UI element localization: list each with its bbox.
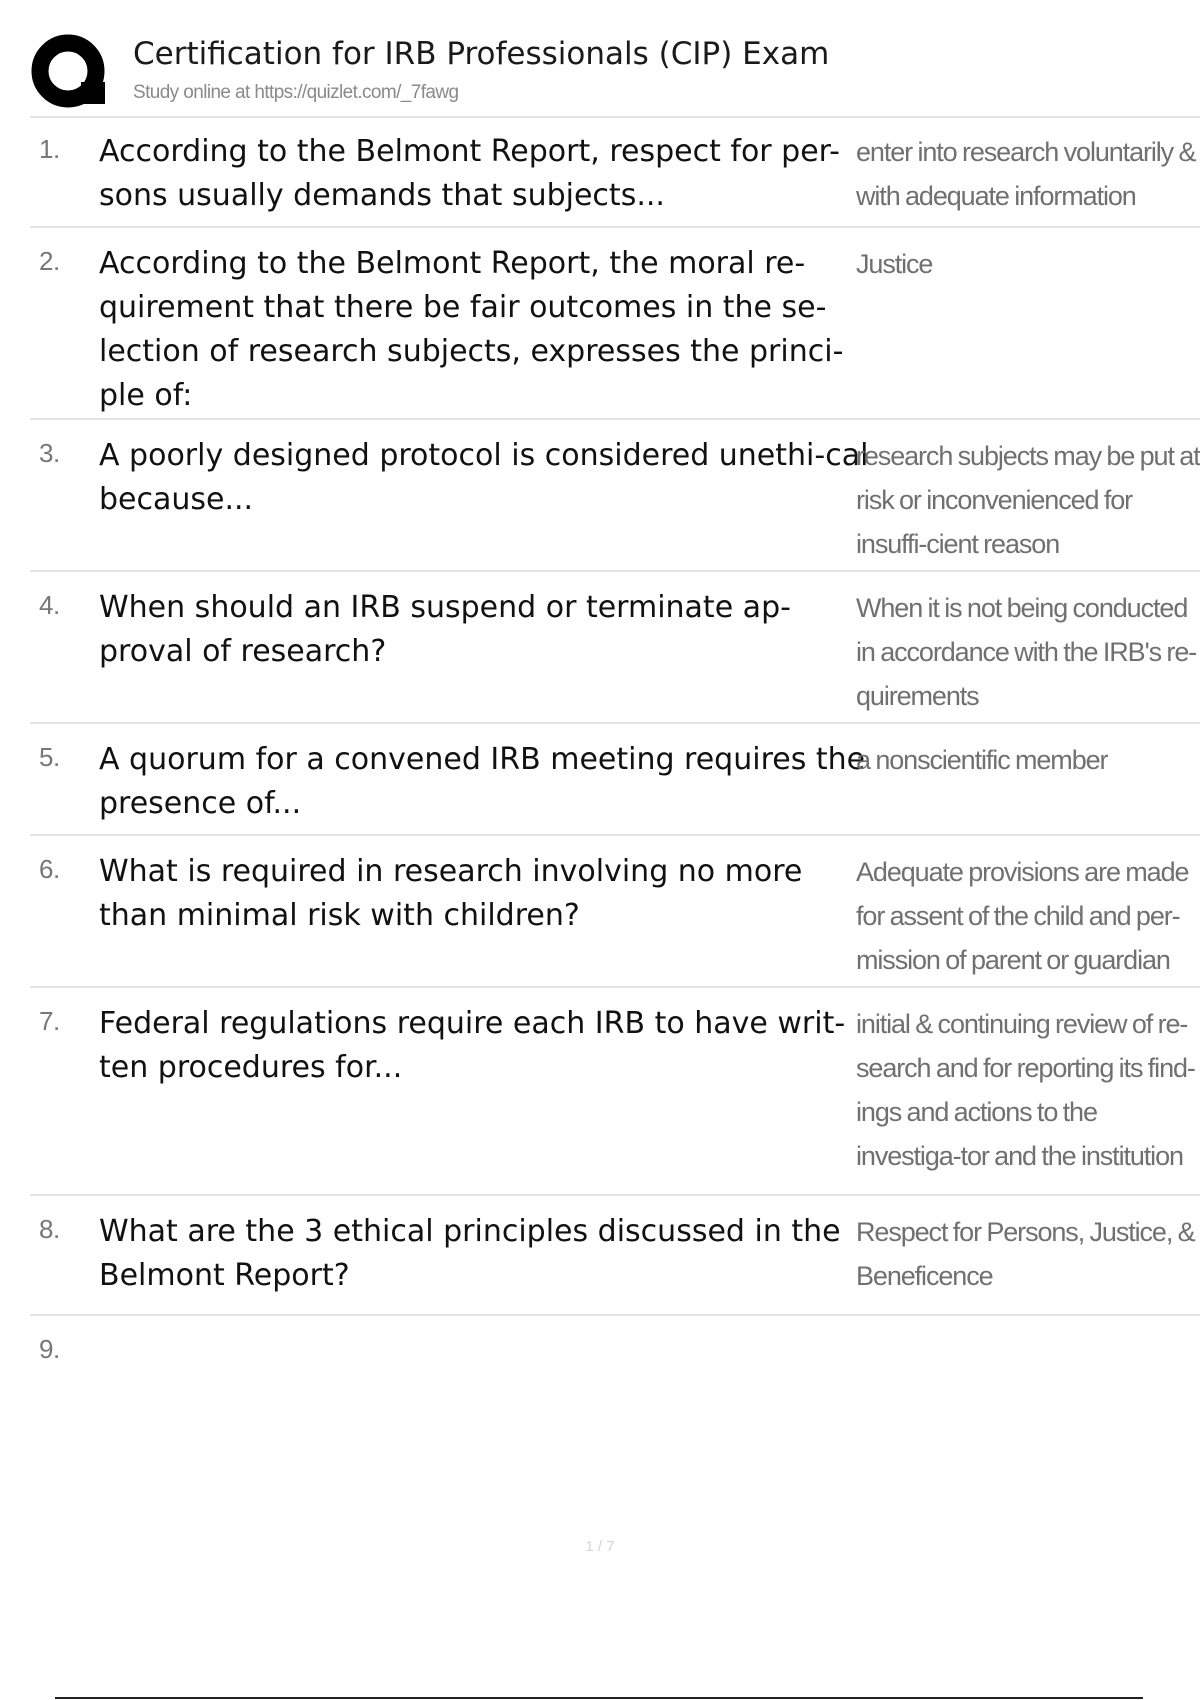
row-number: 9. (39, 1334, 60, 1364)
flashcard-list (30, 116, 1200, 1396)
document-title: Certification for IRB Professionals (CIP) Exam (133, 36, 830, 72)
definition-text: When it is not being conducted in accordance with the IRB's re-quirements (856, 593, 1197, 711)
flashcard-row (30, 420, 1200, 572)
term-text: What are the 3 ethical principles discussed in the Belmont Report? (99, 1214, 841, 1293)
row-number: 1. (39, 134, 60, 164)
flashcard-row (30, 836, 1200, 988)
flashcard-row (30, 1196, 1200, 1316)
definition-text: a nonscientific member (856, 745, 1108, 775)
quizlet-q-logo-icon (30, 32, 110, 112)
term-text: A quorum for a convened IRB meeting requires the presence of... (99, 742, 866, 821)
definition-text: research subjects may be put at risk or inconvenienced for insuffi-cient reason (856, 441, 1200, 559)
row-number: 2. (39, 246, 60, 276)
flashcard-row (30, 116, 1200, 228)
term-text: What is required in research involving no more than minimal risk with children? (99, 854, 803, 933)
flashcard-row (30, 724, 1200, 836)
study-online-link[interactable]: Study online at https://quizlet.com/_7fawg (133, 82, 459, 103)
footer-divider (55, 1697, 1143, 1699)
definition-text: initial & continuing review of re-search and for reporting its find-ings and actions to the investiga-tor and the institution (856, 1009, 1195, 1171)
page-number: 1 / 7 (585, 1538, 615, 1555)
term-text: A poorly designed protocol is considered unethi-cal because... (99, 438, 869, 517)
flashcard-row (30, 988, 1200, 1196)
row-number: 8. (39, 1214, 60, 1244)
term-text: According to the Belmont Report, the moral re-quirement that there be fair outcomes in the se-lection of research subjects, expresses the princi-ple of: (99, 246, 844, 413)
row-number: 3. (39, 438, 60, 468)
definition-text: Respect for Persons, Justice, & Beneficence (856, 1217, 1195, 1291)
flashcard-row (30, 228, 1200, 420)
term-text: When should an IRB suspend or terminate ap-proval of research? (99, 590, 791, 669)
flashcard-row (30, 1316, 1200, 1396)
row-number: 6. (39, 854, 60, 884)
row-number: 4. (39, 590, 60, 620)
document-header (30, 30, 1200, 118)
row-number: 5. (39, 742, 60, 772)
flashcard-row (30, 572, 1200, 724)
row-number: 7. (39, 1006, 60, 1036)
term-text: According to the Belmont Report, respect for per-sons usually demands that subjects... (99, 134, 840, 213)
definition-text: enter into research voluntarily & with adequate information (856, 137, 1196, 211)
term-text: Federal regulations require each IRB to have writ-ten procedures for... (99, 1006, 846, 1085)
definition-text: Justice (856, 249, 933, 279)
definition-text: Adequate provisions are made for assent of the child and per-mission of parent or guardian (856, 857, 1189, 975)
